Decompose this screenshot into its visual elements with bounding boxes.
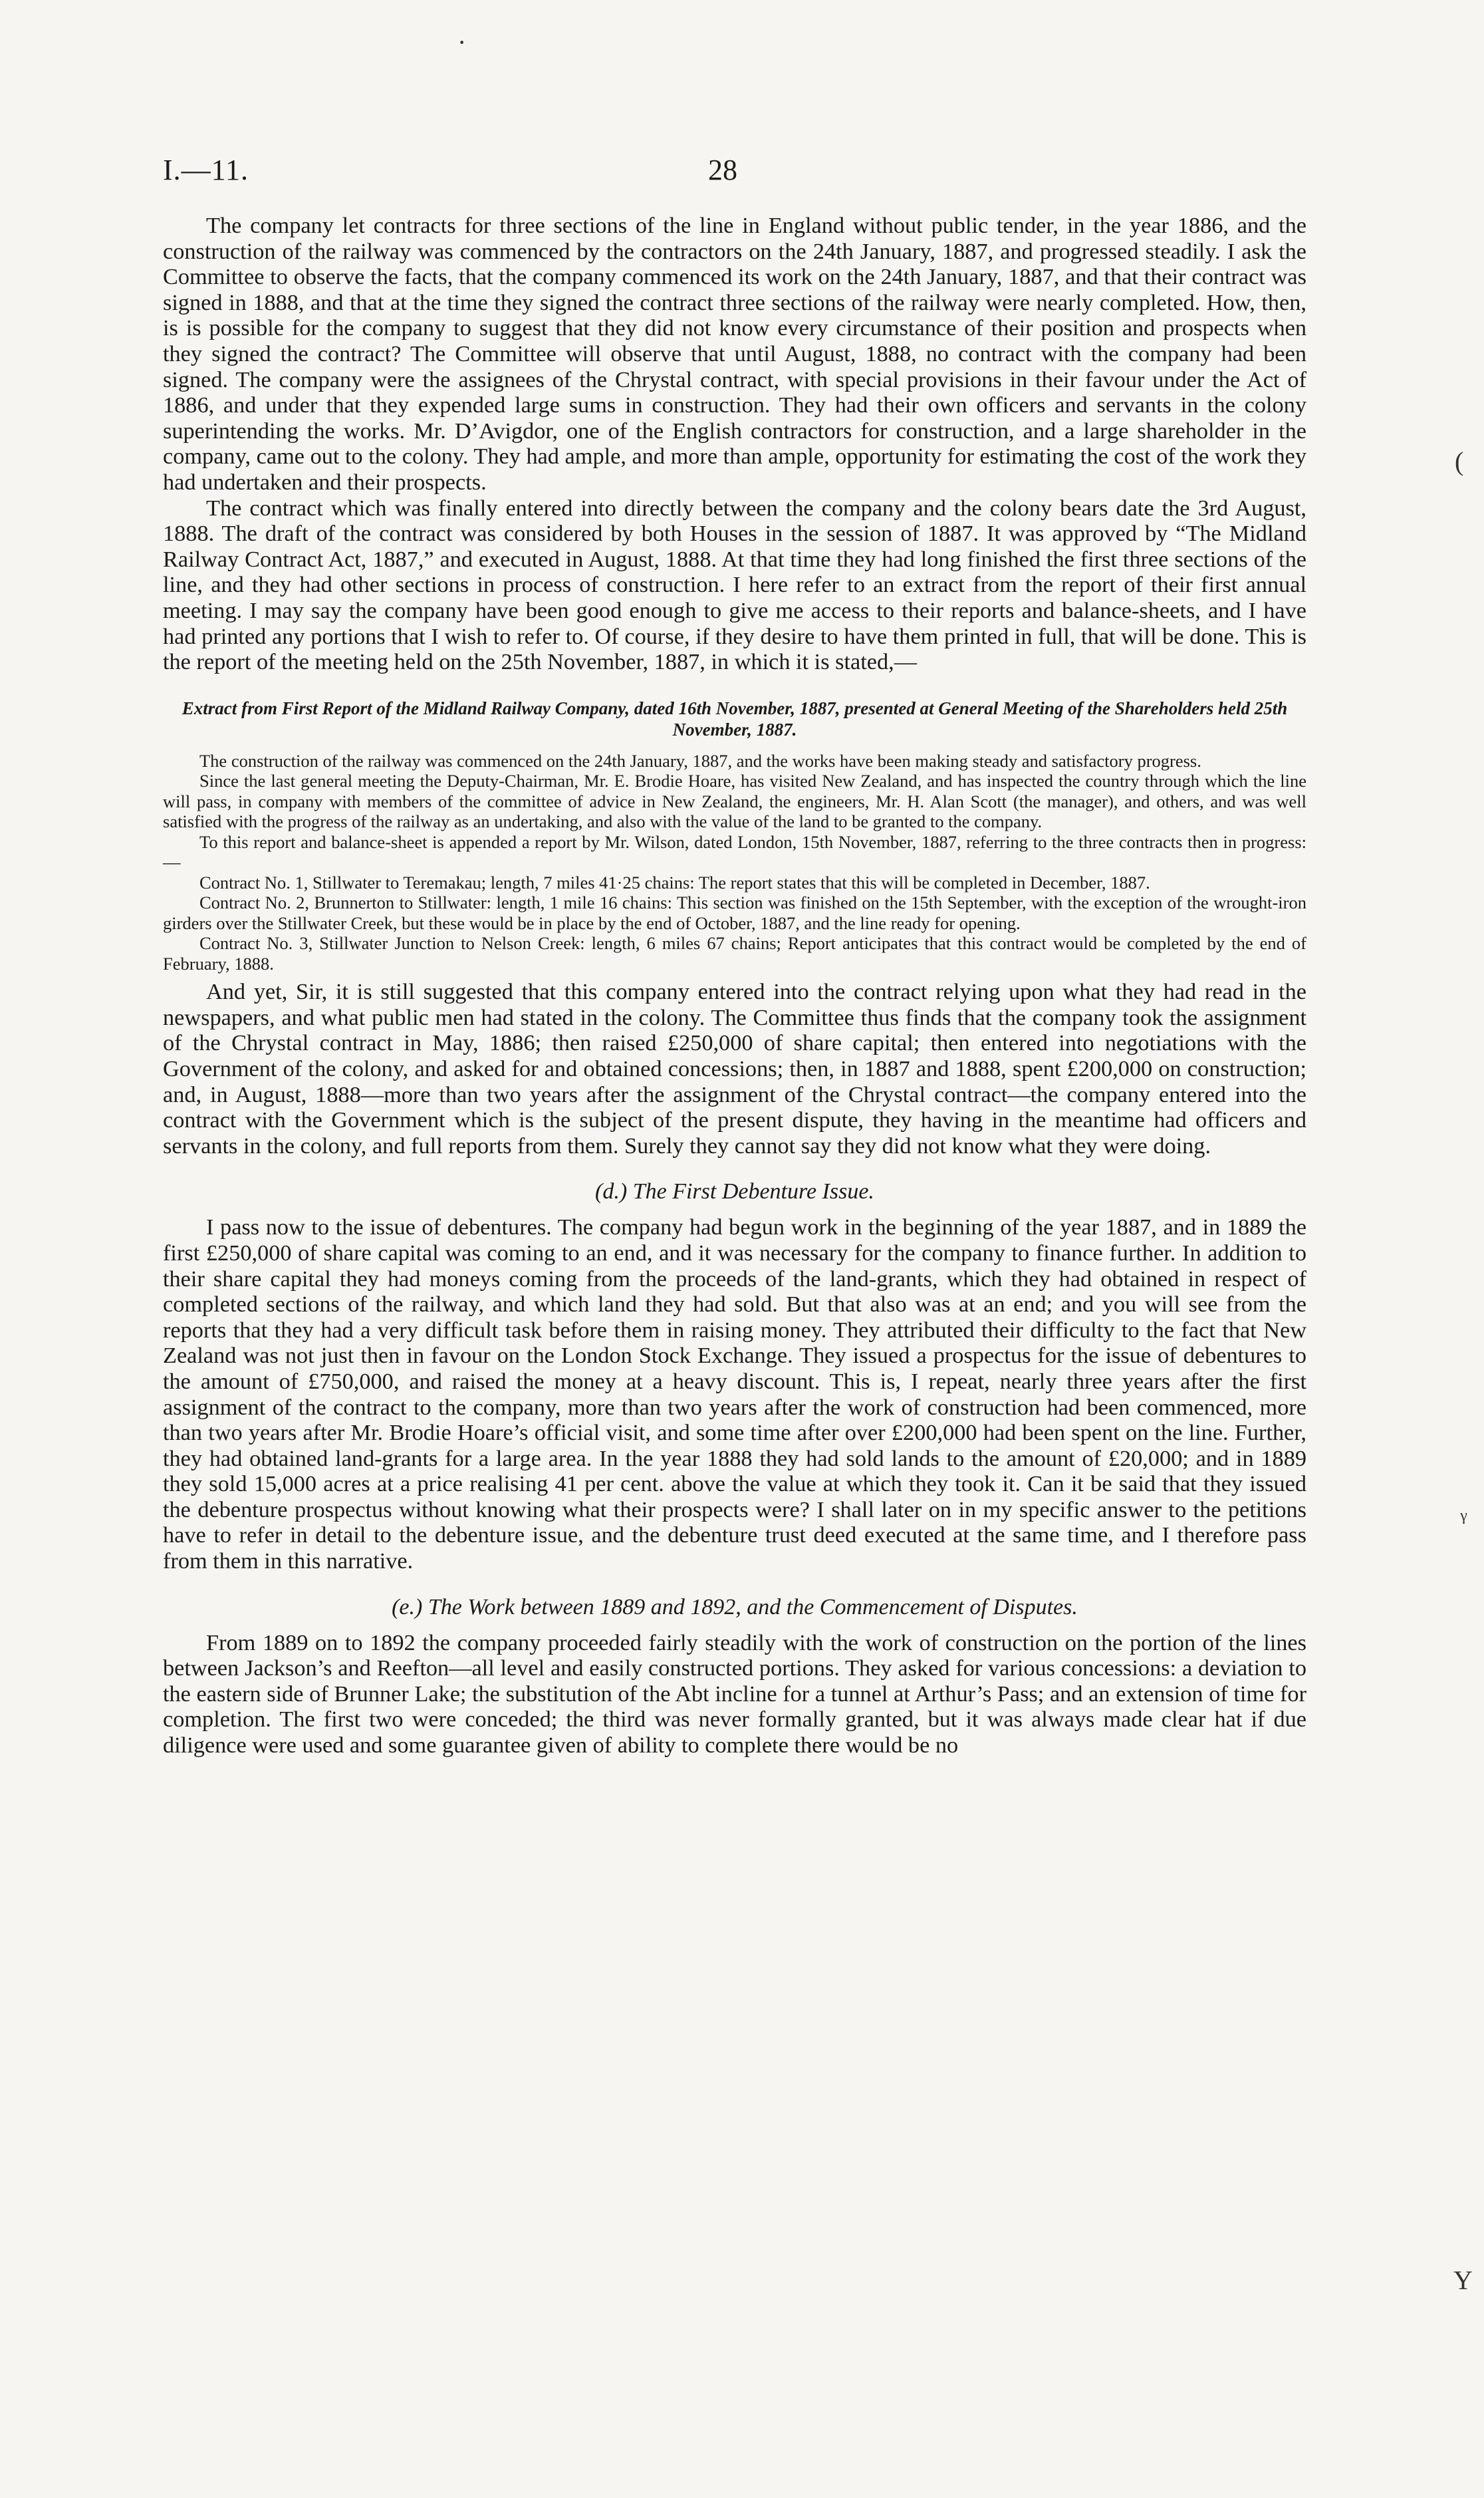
margin-mark: Y (1453, 2265, 1473, 2295)
margin-mark: · (457, 27, 467, 57)
extract-line: Contract No. 2, Brunnerton to Stillwater: length, 1 mile 16 chains: This section was finished on the 15th September, with the exception of the wrought-iron girders over the Stillwater Creek, but these would be in place by the end of October, 1887, and the line ready for opening. (163, 893, 1306, 933)
extract-line: Contract No. 1, Stillwater to Teremakau; length, 7 miles 41·25 chains: The report states that this will be completed in December, 1887. (199, 872, 1150, 893)
section-heading-d: (d.) The First Debenture Issue. (595, 1179, 874, 1204)
paragraph: The company let contracts for three sections of the line in England without public tender, in the year 1886, and the construction of the railway was commenced by the contractors on the 24th January, 1887, and progressed steadily. I ask the Committee to observe the facts, that the company commenced its work on the 24th January, 1887, and that their contract was signed in 1888, and that at the time they signed the contract three sections of the railway were nearly completed. How, then, is is possible for the company to suggest that they did not know every circumstance of their position and prospects when they signed the contract? The Committee will observe that until August, 1888, no contract with the company had been signed. The company were the assignees of the Chrystal contract, with special provisions in their favour under the Act of 1886, and under that they expended large sums in construction. They had their own officers and servants in the colony superintending the works. Mr. D’Avigdor, one of the English contractors for construction, and a large shareholder in the company, came out to the colony. They had ample, and more than ample, opportunity for estimating the cost of the work they had undertaken and their prospects. (163, 213, 1306, 495)
section-heading-e: (e.) The Work between 1889 and 1892, and the Commencement of Disputes. (392, 1594, 1078, 1619)
paragraph: From 1889 on to 1892 the company proceeded fairly steadily with the work of construction on the portion of the lines between Jackson’s and Reefton—all level and easily constructed portions. They asked for various concessions: a deviation to the eastern side of Brunner Lake; the substitution of the Abt incline for a tunnel at Arthur’s Pass; and an extension of time for completion. The first two were conceded; the third was never formally granted, but it was always made clear hat if due diligence were used and some guarantee given of ability to complete there would be no (163, 1629, 1306, 1758)
extract-title: Extract from First Report of the Midland Railway Company, dated 16th November, 1887, presented at General Meeting of the Shareholders held 25th November, 1887. (182, 698, 1288, 740)
extract-line: The construction of the railway was commenced on the 24th January, 1887, and the works have been making steady and satisfactory progress. (199, 750, 1201, 771)
document-reference: I.—11. (163, 154, 249, 186)
margin-mark: ( (1455, 446, 1464, 476)
paragraph: And yet, Sir, it is still suggested that this company entered into the contract relying upon what they had read in the newspapers, and what public men had stated in the colony. The Committee thus finds that the company took the assignment of the Chrystal contract in May, 1886; then raised £250,000 of share capital; then entered into negotiations with the Government of the colony, and asked for and obtained concessions; then, in 1887 and 1888, spent £200,000 on construction; and, in August, 1888—more than two years after the assignment of the Chrystal contract—the company entered into the contract with the Government which is the subject of the present dispute, they having in the meantime had officers and servants in the colony, and full reports from them. Surely they cannot say they did not know what they were doing. (163, 979, 1306, 1159)
paragraph: The contract which was finally entered into directly between the company and the colony bears date the 3rd August, 1888. The draft of the contract was considered by both Houses in the session of 1887. It was approved by “The Midland Railway Contract Act, 1887,” and executed in August, 1888. At that time they had long finished the first three sections of the line, and they had other sections in process of construction. I here refer to an extract from the report of their first annual meeting. I may say the company have been good enough to give me access to their reports and balance-sheets, and I have had printed any portions that I wish to refer to. Of course, if they desire to have them printed in full, that will be done. This is the report of the meeting held on the 25th November, 1887, in which it is stated,— (163, 495, 1306, 675)
extract-line: To this report and balance-sheet is appended a report by Mr. Wilson, dated London, 15th November, 1887, referring to the three contracts then in progress:— (163, 831, 1306, 873)
margin-mark: ᵞ (1460, 1504, 1467, 1534)
page-number: 28 (708, 154, 737, 186)
extract-line: Since the last general meeting the Deputy-Chairman, Mr. E. Brodie Hoare, has visited New Zealand, and has inspected the country through which the line will pass, in company with members of the committee of advice in New Zealand, the engineers, Mr. H. Alan Scott (the manager), and others, and was well satisfied with the progress of the railway as an undertaking, and also with the value of the land to be granted to the company. (163, 771, 1306, 832)
extract-line: Contract No. 3, Stillwater Junction to Nelson Creek: length, 6 miles 67 chains; Report anticipates that this contract would be completed by the end of February, 1888. (163, 933, 1306, 974)
page-header (163, 153, 1306, 213)
document-page (163, 153, 1306, 1758)
paragraph: I pass now to the issue of debentures. The company had begun work in the beginning of the year 1887, and in 1889 the first £250,000 of share capital was coming to an end, and it was necessary for the company to finance further. In addition to their share capital they had moneys coming from the proceeds of the land-grants, which they had obtained in respect of completed sections of the railway, and which land they had sold. But that also was at an end; and you will see from the reports that they had a very difficult task before them in raising money. They attributed their difficulty to the fact that New Zealand was not just then in favour on the London Stock Exchange. They issued a prospectus for the issue of debentures to the amount of £750,000, and raised the money at a heavy discount. This is, I repeat, nearly three years after the first assignment of the contract to the company, more than two years after the work of construction had been commenced, more than two years after Mr. Brodie Hoare’s official visit, and some time after over £200,000 had been spent on the line. Further, they had obtained land-grants for a large area. In the year 1888 they had sold lands to the amount of £20,000; and in 1889 they sold 15,000 acres at a price realising 41 per cent. above the value at which they took it. Can it be said that they issued the debenture prospectus without knowing what their prospects were? I shall later on in my specific answer to the petitions have to refer in detail to the debenture issue, and the debenture trust deed executed at the same time, and I therefore pass from them in this narrative. (163, 1214, 1306, 1574)
